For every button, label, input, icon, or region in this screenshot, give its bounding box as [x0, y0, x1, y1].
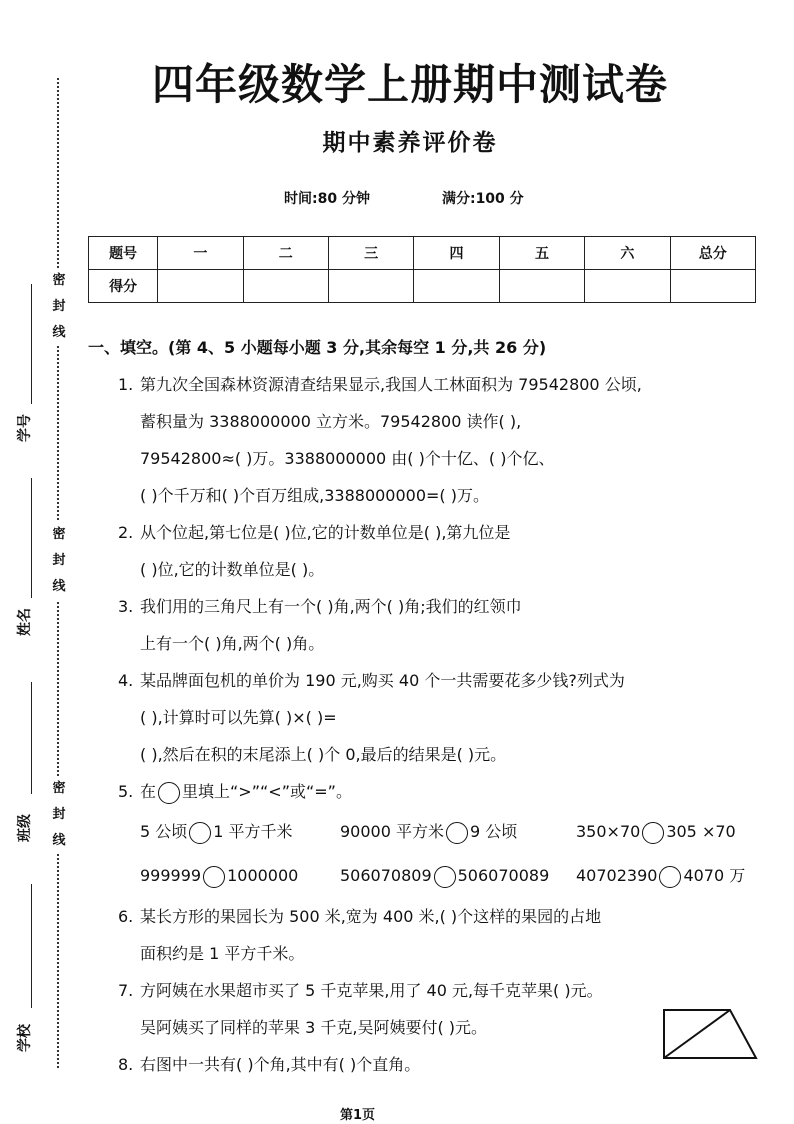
score-cell[interactable]: [158, 270, 243, 303]
question-7-line[interactable]: 吴阿姨买了同样的苹果 3 千克,吴阿姨要付( )元。: [140, 1018, 488, 1037]
score-cell[interactable]: [414, 270, 499, 303]
seal-char: 密: [52, 273, 66, 288]
compare-right: 9 公顷: [470, 822, 518, 841]
name-line[interactable]: [31, 478, 32, 598]
exam-title: 四年级数学上册期中测试卷: [151, 60, 668, 109]
score-table-header-cell: 六: [585, 237, 670, 270]
seal-char: 封: [52, 807, 66, 822]
score-cell[interactable]: [670, 270, 755, 303]
compare-item: [340, 854, 549, 898]
exam-subtitle: 期中素养评价卷: [322, 130, 498, 156]
section-title: 一、填空。(第 4、5 小题每小题 3 分,其余每空 1 分,共 26 分): [88, 338, 547, 357]
seal-char: 密: [52, 527, 66, 542]
score-cell[interactable]: [328, 270, 413, 303]
question-2-line[interactable]: ( )位,它的计数单位是( )。: [140, 560, 325, 579]
score-table-header-cell: 一: [158, 237, 243, 270]
compare-row-2: [88, 854, 768, 898]
question-6-line: 面积约是 1 平方千米。: [140, 944, 305, 963]
question-text: 方阿姨在水果超市买了 5 千克苹果,用了 40 元,每千克苹果( )元。: [140, 981, 603, 1000]
school-line[interactable]: [31, 884, 32, 1008]
question-text-suffix: 里填上“>”“<”或“=”。: [182, 782, 352, 801]
score-cell[interactable]: [585, 270, 670, 303]
question-number: 5.: [118, 782, 134, 801]
question-number: 1.: [118, 375, 134, 394]
seal-marker-top: [48, 268, 70, 346]
compare-left: 90000 平方米: [340, 822, 444, 841]
score-cell[interactable]: [243, 270, 328, 303]
seal-char: 线: [52, 833, 66, 848]
question-1: [88, 366, 768, 403]
question-3[interactable]: [88, 588, 768, 625]
seal-char: 线: [52, 579, 66, 594]
question-4-line[interactable]: ( ),然后在积的末尾添上( )个 0,最后的结果是( )元。: [140, 745, 507, 764]
compare-circle-input[interactable]: [642, 822, 664, 844]
score-table-header-cell: 四: [414, 237, 499, 270]
class-label: 班级: [17, 814, 33, 842]
question-text: 右图中一共有( )个角,其中有( )个直角。: [140, 1055, 421, 1074]
compare-circle-input[interactable]: [434, 866, 456, 888]
question-1-line[interactable]: ( )个千万和( )个百万组成,3388000000=( )万。: [140, 486, 490, 505]
question-1-line[interactable]: 79542800≈( )万。3388000000 由( )个十亿、( )个亿、: [140, 449, 555, 468]
score-table-score-row: [89, 270, 756, 303]
compare-right: 506070089: [457, 866, 550, 885]
question-text: 我们用的三角尺上有一个( )角,两个( )角;我们的红领巾: [140, 597, 522, 616]
exam-info: [284, 188, 524, 208]
seal-char: 密: [52, 781, 66, 796]
compare-item: [576, 810, 736, 854]
question-number: 6.: [118, 907, 134, 926]
score-table-header-cell: 二: [243, 237, 328, 270]
score-table-header-row: [89, 237, 756, 270]
compare-circle-input[interactable]: [659, 866, 681, 888]
seal-marker-middle: [48, 522, 70, 600]
question-3-line[interactable]: 上有一个( )角,两个( )角。: [140, 634, 325, 653]
student-id-line[interactable]: [31, 284, 32, 404]
compare-left: 999999: [140, 866, 202, 885]
compare-right: 1000000: [227, 866, 299, 885]
compare-row-1: [88, 810, 768, 854]
score-table: [88, 236, 756, 303]
seal-char: 封: [52, 299, 66, 314]
score-table-header-cell: 总分: [670, 237, 755, 270]
compare-left: 5 公顷: [140, 822, 188, 841]
question-text: 第九次全国森林资源清查结果显示,我国人工林面积为 79542800 公顷,: [140, 375, 642, 394]
name-label: 姓名: [17, 608, 33, 636]
student-id-label: 学号: [17, 414, 33, 442]
question-text-prefix: 在: [140, 782, 157, 801]
compare-circle-icon: [158, 782, 180, 804]
seal-char: 线: [52, 325, 66, 340]
seal-marker-bottom: [48, 776, 70, 854]
trapezoid-diagonal: [664, 1010, 730, 1058]
question-text: 从个位起,第七位是( )位,它的计数单位是( ),第九位是: [140, 523, 511, 542]
section-fill-in: [88, 330, 768, 1083]
score-table-header-cell: 题号: [89, 237, 158, 270]
question-number: 7.: [118, 981, 134, 1000]
question-5: [88, 773, 768, 810]
trapezoid-figure: [660, 1004, 760, 1064]
score-cell[interactable]: [499, 270, 584, 303]
compare-item: [140, 810, 293, 854]
compare-item: [340, 810, 517, 854]
question-number: 2.: [118, 523, 134, 542]
question-2[interactable]: [88, 514, 768, 551]
compare-right: 305 ×70: [666, 822, 736, 841]
question-number: 3.: [118, 597, 134, 616]
page-number: 第1页: [340, 1108, 376, 1123]
question-4: [88, 662, 768, 699]
compare-left: 350×70: [576, 822, 641, 841]
question-1-line[interactable]: 蓄积量为 3388000000 立方米。79542800 读作( ),: [140, 412, 522, 431]
full-score: 满分:100 分: [441, 191, 524, 207]
compare-right: 4070 万: [683, 866, 746, 885]
compare-left: 40702390: [576, 866, 658, 885]
compare-circle-input[interactable]: [203, 866, 225, 888]
question-6[interactable]: [88, 898, 768, 935]
seal-char: 封: [52, 553, 66, 568]
question-number: 8.: [118, 1055, 134, 1074]
compare-item: [576, 854, 745, 898]
score-row-label: 得分: [89, 270, 158, 303]
compare-item: [140, 854, 298, 898]
score-table-header-cell: 三: [328, 237, 413, 270]
compare-circle-input[interactable]: [189, 822, 211, 844]
question-text: 某品牌面包机的单价为 190 元,购买 40 个一共需要花多少钱?列式为: [140, 671, 625, 690]
question-text: 某长方形的果园长为 500 米,宽为 400 米,( )个这样的果园的占地: [140, 907, 602, 926]
question-4-line[interactable]: ( ),计算时可以先算( )×( )=: [140, 708, 337, 727]
trapezoid-outline: [664, 1010, 756, 1058]
compare-left: 506070809: [340, 866, 432, 885]
compare-circle-input[interactable]: [446, 822, 468, 844]
score-table-header-cell: 五: [499, 237, 584, 270]
time-limit: 时间:80 分钟: [284, 191, 370, 207]
school-label: 学校: [17, 1024, 33, 1052]
question-number: 4.: [118, 671, 134, 690]
class-line[interactable]: [31, 682, 32, 794]
compare-right: 1 平方千米: [213, 822, 293, 841]
